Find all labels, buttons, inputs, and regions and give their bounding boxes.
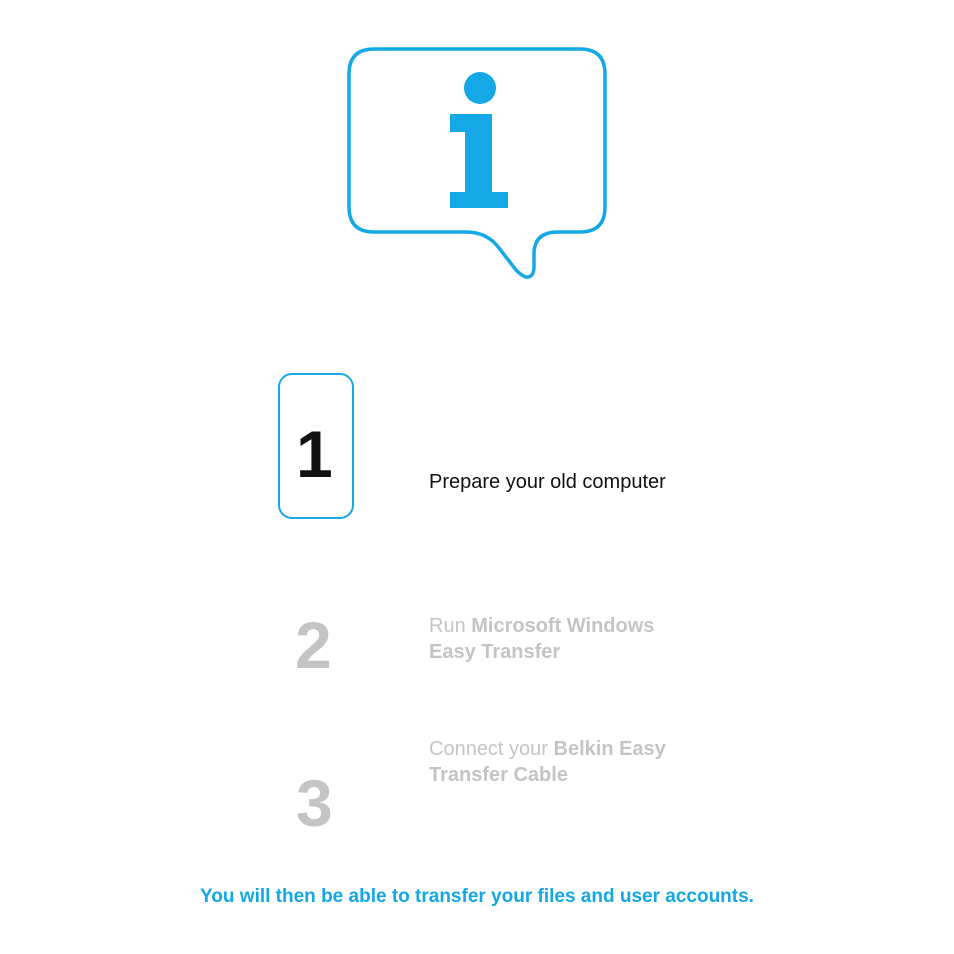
footer-message: You will then be able to transfer your files and user accounts. [200, 886, 754, 907]
step-label: Prepare your old computer [429, 471, 666, 493]
step-3[interactable] [278, 736, 698, 840]
info-speech-bubble-icon [346, 46, 608, 282]
step-number: 1 [296, 417, 333, 491]
step-1[interactable] [278, 373, 698, 523]
step-2[interactable] [278, 600, 698, 690]
step-label: Connect your Belkin Easy Transfer Cable [429, 738, 666, 786]
step-number: 3 [296, 766, 333, 840]
step-number: 2 [295, 608, 332, 682]
step-label: Run Microsoft Windows Easy Transfer [429, 615, 655, 663]
